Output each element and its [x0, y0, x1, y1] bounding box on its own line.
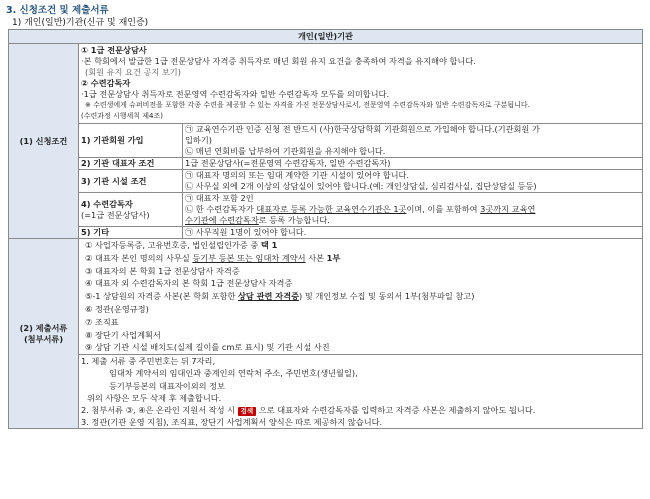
qualification-cell	[79, 44, 643, 124]
document-item: ⑨ 상담 기관 시설 배치도(실제 길이를 cm로 표시) 및 기관 시설 사진	[85, 342, 330, 353]
documents-list-row	[9, 239, 643, 355]
condition-title-cell	[79, 193, 183, 227]
condition-line	[185, 204, 640, 215]
documents-label	[9, 239, 79, 429]
condition-line	[185, 215, 640, 226]
condition-line: ㉡ 매년 연회비를 납부하여 기관회원을 유지해야 합니다.	[185, 146, 386, 156]
condition-line: ㉠ 사무직원 1명이 있어야 합니다.	[185, 227, 307, 237]
condition-content	[183, 170, 643, 193]
condition-content	[183, 158, 643, 170]
table-header: 개인(일반)기관	[9, 30, 643, 44]
condition-title: 3) 기관 시설 조건	[79, 170, 183, 193]
condition-content	[183, 227, 643, 239]
qualification-item1-text: ·본 학회에서 발급한 1급 전문상담사 자격증 취득자로 매년 회원 유지 요건을 충족하여 자격을 유지해야 합니다.	[81, 56, 476, 66]
note-line: 1. 제출 서류 중 주민번호는 뒤 7자리,	[81, 356, 216, 367]
bold-text: 1부	[326, 252, 341, 263]
bold-text: 택 1	[260, 240, 278, 250]
condition-row	[9, 193, 643, 227]
document-item	[85, 290, 640, 303]
condition-title: 4) 수련감독자	[81, 198, 133, 209]
text-run: 로 등록 가능합니다.	[258, 215, 330, 225]
text-run: ) 및 개인정보 수집 및 동의서 1부(첨부파일 참고)	[299, 291, 475, 302]
text-run: 이며, 이를 포함하여	[406, 204, 481, 214]
note-line: 위의 사항은 모두 삭제 후 제출합니다.	[87, 392, 222, 403]
qualification-item2-text: ·1급 전문상담사 취득자로 전문영역 수련감독자와 일반 수련감독자 모두를 의미합니다.	[81, 89, 390, 99]
requirements-table	[8, 29, 643, 429]
note-line	[81, 404, 640, 416]
condition-line: 1급 전문상담사(=전문영역 수련감독자, 일반 수련감독자)	[185, 158, 391, 168]
documents-label-line: (2) 제출서류	[19, 322, 68, 333]
qualification-item2-note2: (수련과정 시행세칙 제4조)	[81, 112, 163, 120]
bold-underlined-text: 상담 관련 자격증	[237, 291, 300, 302]
condition-subtitle: (=1급 전문상담사)	[81, 209, 150, 220]
condition-title: 1) 기관회원 가입	[79, 124, 183, 158]
document-item: ⑦ 조직표	[85, 316, 119, 327]
condition-row	[9, 227, 643, 239]
note-line: 등기부등본의 대표자이외의 정보	[109, 380, 225, 391]
section-heading: 3. 신청조건 및 제출서류	[6, 5, 109, 16]
document-item: ⑥ 정관(운영규정)	[85, 303, 149, 314]
documents-list	[79, 239, 643, 355]
underlined-text: 3곳까지 교육연	[480, 204, 536, 214]
text-run: ② 대표자 본인 명의의 사무실	[85, 252, 193, 263]
condition-line: ㉠ 교육연수기관 인증 신청 전 반드시 (사)한국상담학회 기관회원으로 가입해야 합니다.(기관회원 가	[185, 124, 540, 134]
search-button[interactable]: 검색	[238, 407, 257, 416]
condition-content	[183, 193, 643, 227]
text-run: ⑤-1 상담원의 자격증 사본(본 학회 포함한	[85, 291, 238, 302]
condition-row	[9, 170, 643, 193]
document-item: ④ 대표자 외 수련감독자의 본 학회 1급 전문상담사 자격증	[85, 278, 293, 289]
condition-line: ㉡ 사무실 외에 2개 이상의 상담실이 있어야 합니다.(예: 개인상담실, 심리검사실, 집단상담실 등등)	[185, 181, 537, 191]
underlined-text: 등기부 등본 또는 임대차 계약서	[192, 252, 306, 263]
membership-join-link[interactable]: 입하기)	[185, 135, 212, 145]
underlined-text: 대표자로 등록 가능한 교육연수기관은 1곳	[256, 204, 407, 214]
condition-content	[183, 124, 643, 158]
condition-line: ㉠ 대표자 명의의 또는 임대 계약한 기관 시설이 있어야 합니다.	[185, 170, 410, 180]
text-run: ㉡ 한 수련감독자가	[185, 204, 257, 214]
text-run: ① 사업자등록증, 고유번호증, 법인설립인가증 중	[85, 240, 261, 250]
note-line: 임대차 계약서의 임대인과 중계인의 연락처 주소, 주민번호(생년월일),	[109, 368, 358, 379]
documents-notes	[79, 355, 643, 429]
text-run: 으로 대표자와 수련감독자를 입력하고 자격증 사본은 제출하지 않아도 됩니다.	[256, 404, 536, 415]
underlined-text: 수기관에 수련감독자	[185, 215, 259, 225]
condition-row	[9, 124, 643, 158]
document-item: ⑧ 장단기 사업계획서	[85, 329, 161, 340]
membership-notice-link[interactable]: (회원 유지 요건 공지 보기)	[85, 67, 181, 77]
section-subheading: 1) 개인(일반)기관(신규 및 재인증)	[12, 18, 149, 28]
condition-line: ㉠ 대표자 포함 2인	[185, 193, 254, 203]
note-line: 3. 정관(기관 운영 지침), 조직표, 장단기 사업계획서 양식은 따로 제공하지 않습니다.	[81, 417, 383, 428]
documents-label-line: (첨부서류)	[23, 333, 64, 344]
table-header-row	[9, 30, 643, 44]
document-item	[85, 239, 640, 252]
condition-title: 5) 기타	[79, 227, 183, 239]
conditions-label: (1) 신청조건	[9, 44, 79, 239]
text-run: 2. 첨부서류 ③, ④은 온라인 지원서 작성 시	[81, 404, 238, 415]
document-item: ③ 대표자의 본 학회 1급 전문상담사 자격증	[85, 265, 240, 276]
qualification-item2-note: ※ 수련생에게 슈퍼비전을 포함한 각종 수련을 제공할 수 있는 자격을 가진 전문상담사로서, 전문영역 수련감독자와 일반 수련감독자로 구분됩니다.	[85, 101, 530, 109]
condition-title: 2) 기관 대표자 조건	[79, 158, 183, 170]
document-item	[85, 252, 640, 265]
condition-row	[9, 158, 643, 170]
qualification-row	[9, 44, 643, 124]
qualification-item2-title: ② 수련감독자	[81, 78, 131, 88]
qualification-item1-title: ① 1급 전문상담사	[81, 45, 147, 55]
documents-notes-row	[9, 355, 643, 429]
text-run: 사본	[305, 252, 327, 263]
